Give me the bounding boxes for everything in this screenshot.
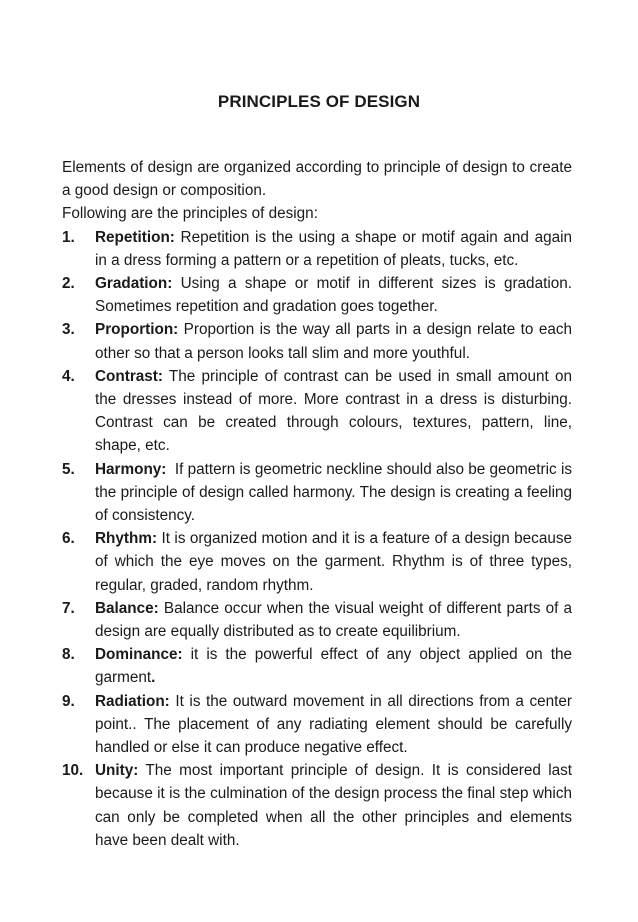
item-text: It is organized motion and it is a feature of a design because of which the eye moves on the garment. Rhythm is of three types, regular, graded, random rhythm.: [95, 530, 572, 594]
item-body: [95, 759, 581, 852]
item-body: [95, 597, 572, 643]
item-body: [95, 318, 572, 364]
item-text: It is the outward movement in all directions from a center point.. The placement of any radiating element should be carefully handled or else it can produce negative effect.: [95, 692, 572, 757]
item-term: Dominance:: [95, 646, 183, 664]
list-item-proportion: [62, 318, 572, 364]
list-item-balance: [62, 597, 572, 643]
item-number: 1.: [62, 228, 75, 246]
list-item-rhythm: [62, 527, 572, 597]
item-body: [95, 690, 572, 760]
list-item-contrast: [62, 365, 572, 458]
item-body: [95, 226, 572, 272]
item-number: 10.: [62, 762, 84, 780]
list-item-repetition: [62, 226, 572, 272]
item-term: Unity:: [95, 762, 139, 780]
item-term: Radiation:: [95, 692, 170, 710]
principles-list: [62, 226, 581, 852]
item-term: Proportion:: [95, 321, 179, 339]
item-number: 3.: [62, 321, 75, 339]
item-text: The most important principle of design. It is considered last because it is the culmination of the design process the final step which can only be completed when all the other principles and elements have been dealt with.: [95, 762, 581, 849]
item-text: The principle of contrast can be used in small amount on the dresses instead of more. More contrast in a dress is disturbing. Contrast can be created through colours, textures, pattern, line, shape, etc.: [95, 367, 572, 455]
item-number: 6.: [62, 530, 75, 548]
item-term: Contrast:: [95, 367, 163, 385]
item-term: Harmony:: [95, 460, 167, 478]
item-text: Proportion is the way all parts in a design relate to each other so that a person looks tall slim and more youthful.: [95, 321, 572, 362]
item-text: Using a shape or motif in different sizes is gradation. Sometimes repetition and gradation goes together.: [95, 275, 572, 316]
item-number: 4.: [62, 367, 75, 385]
lead-paragraph: Following are the principles of design:: [62, 205, 318, 223]
item-number: 9.: [62, 692, 75, 710]
item-term: Repetition:: [95, 228, 175, 246]
item-number: 7.: [62, 599, 75, 617]
intro-paragraph: Elements of design are organized according to principle of design to create a good design or composition.: [62, 159, 572, 200]
item-number: 8.: [62, 646, 75, 664]
item-body: [95, 365, 572, 458]
page-title: PRINCIPLES OF DESIGN: [217, 92, 421, 111]
item-body: [95, 643, 572, 689]
item-text: If pattern is geometric neckline should also be geometric is the principle of design called harmony. The design is creating a feeling of consistency.: [95, 460, 577, 525]
item-number: 5.: [62, 460, 75, 478]
item-body: [95, 272, 572, 318]
item-term: Balance:: [95, 599, 159, 617]
item-text: Repetition is the using a shape or motif again and again in a dress forming a pattern or a repetition of pleats, tucks, etc.: [95, 228, 572, 269]
list-item-unity: [62, 759, 581, 852]
document-body: [62, 156, 581, 852]
list-item-gradation: [62, 272, 572, 318]
item-body: [95, 527, 572, 597]
list-item-radiation: [62, 690, 572, 760]
item-trail: .: [151, 669, 156, 687]
list-item-dominance: [62, 643, 572, 689]
item-text: it is the powerful effect of any object applied on the garment: [95, 646, 572, 687]
list-item-harmony: [62, 458, 577, 528]
item-text: Balance occur when the visual weight of different parts of a design are equally distributed as to create equilibrium.: [95, 599, 572, 641]
item-term: Gradation:: [95, 275, 173, 293]
item-term: Rhythm:: [95, 530, 158, 548]
item-number: 2.: [62, 275, 75, 293]
item-body: [95, 458, 577, 528]
